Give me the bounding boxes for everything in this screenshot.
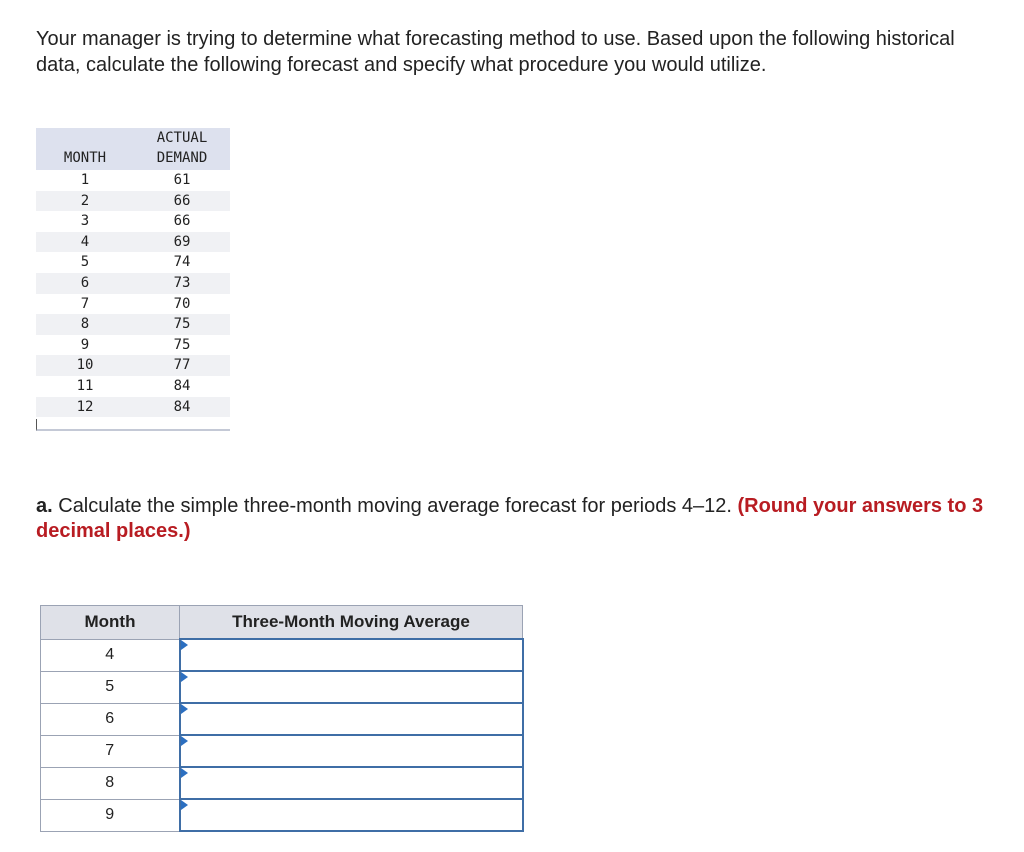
question-text: Calculate the simple three-month moving average forecast for periods 4–12. xyxy=(52,495,738,517)
moving-average-input[interactable] xyxy=(181,640,522,670)
demand-cell: 73 xyxy=(173,274,191,291)
demand-cell: 77 xyxy=(173,357,191,374)
intro-text: Your manager is trying to determine what forecasting method to use. Based upon the following historical data, calculate the following forecast and specify what procedure you would utilize. xyxy=(36,28,955,76)
historical-table-body xyxy=(36,170,230,417)
demand-cell: 84 xyxy=(173,398,191,415)
table-row xyxy=(36,191,230,212)
month-cell: 11 xyxy=(76,377,94,394)
input-flag-icon xyxy=(181,704,188,714)
month-column-header: MONTH xyxy=(63,150,107,166)
table-row xyxy=(36,211,230,232)
moving-average-input[interactable] xyxy=(181,704,522,734)
input-flag-icon xyxy=(181,672,188,682)
moving-average-input[interactable] xyxy=(181,800,522,830)
answer-month-header: Month xyxy=(41,606,180,640)
table-row xyxy=(36,232,230,253)
answer-month-cell: 8 xyxy=(41,767,180,799)
month-cell: 9 xyxy=(80,336,90,353)
answer-month-cell: 6 xyxy=(41,703,180,735)
moving-average-input[interactable] xyxy=(181,768,522,798)
month-cell: 3 xyxy=(80,213,90,230)
month-cell: 4 xyxy=(80,233,90,250)
input-flag-icon xyxy=(181,768,188,778)
moving-average-input[interactable] xyxy=(181,672,522,702)
rounding-note: (Round your answers to 3 decimal places.) xyxy=(36,495,984,542)
demand-cell: 84 xyxy=(173,377,191,394)
historical-table-header xyxy=(36,128,230,170)
answer-average-header: Three-Month Moving Average xyxy=(180,606,523,640)
answer-month-cell: 7 xyxy=(41,735,180,767)
month-cell: 5 xyxy=(80,254,90,271)
moving-average-answer-table xyxy=(40,605,524,832)
table-row xyxy=(36,294,230,315)
demand-cell: 75 xyxy=(173,336,191,353)
actual-demand-column-header: ACTUAL DEMAND xyxy=(156,130,208,166)
table-row xyxy=(41,671,523,703)
answer-input-cell[interactable] xyxy=(180,671,523,703)
historical-data-table xyxy=(36,128,230,431)
table-row xyxy=(36,314,230,335)
month-cell: 10 xyxy=(76,357,94,374)
answer-input-cell[interactable] xyxy=(180,767,523,799)
table-row xyxy=(41,799,523,831)
question-label: a. xyxy=(36,495,53,517)
table-row xyxy=(36,252,230,273)
month-cell: 12 xyxy=(76,398,94,415)
demand-cell: 75 xyxy=(173,316,191,333)
demand-cell: 70 xyxy=(173,295,191,312)
month-cell: 7 xyxy=(80,295,90,312)
table-row xyxy=(41,639,523,671)
demand-cell: 61 xyxy=(173,172,191,188)
table-row xyxy=(36,335,230,356)
input-flag-icon xyxy=(181,640,188,650)
answer-input-cell[interactable] xyxy=(180,799,523,831)
answer-input-cell[interactable] xyxy=(180,639,523,671)
table-row xyxy=(36,355,230,376)
input-flag-icon xyxy=(181,800,188,810)
table-row xyxy=(41,767,523,799)
input-flag-icon xyxy=(181,736,188,746)
moving-average-input[interactable] xyxy=(181,736,522,766)
table-row xyxy=(36,273,230,294)
table-row xyxy=(36,397,230,418)
demand-cell: 74 xyxy=(173,254,191,271)
month-cell: 8 xyxy=(80,316,90,333)
answer-input-cell[interactable] xyxy=(180,703,523,735)
table-row xyxy=(41,735,523,767)
answer-input-cell[interactable] xyxy=(180,735,523,767)
month-cell: 2 xyxy=(80,192,90,209)
demand-cell: 66 xyxy=(173,192,191,209)
month-cell: 1 xyxy=(80,172,90,188)
answer-month-cell: 4 xyxy=(41,639,180,671)
answer-table-header xyxy=(41,606,523,640)
table-row xyxy=(36,376,230,397)
answer-table-body xyxy=(41,639,523,831)
table-row xyxy=(36,170,230,191)
month-cell: 6 xyxy=(80,274,90,291)
demand-cell: 69 xyxy=(173,233,191,250)
demand-cell: 66 xyxy=(173,213,191,230)
question-a xyxy=(36,494,996,544)
answer-month-cell: 9 xyxy=(41,799,180,831)
historical-table-footer xyxy=(36,419,230,431)
table-row xyxy=(41,703,523,735)
answer-month-cell: 5 xyxy=(41,671,180,703)
